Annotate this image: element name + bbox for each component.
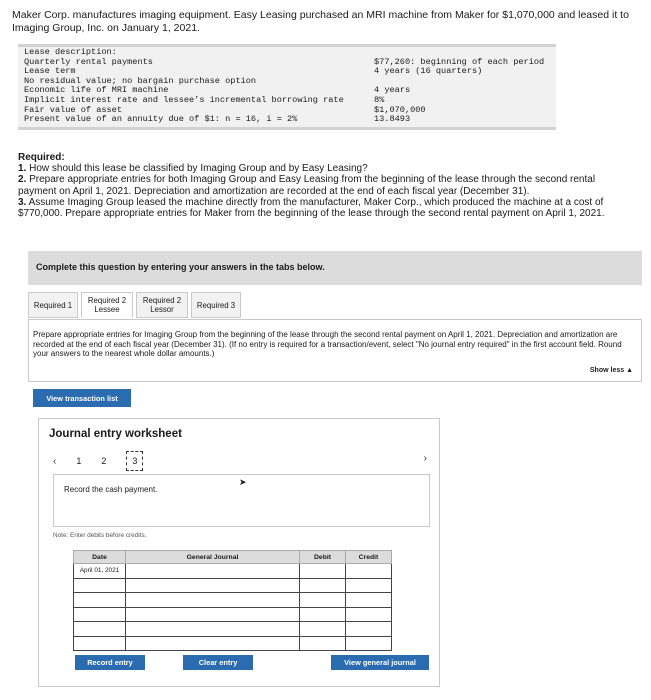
lease-value: $77,260: beginning of each period [374,56,545,67]
credit-cell[interactable] [346,607,392,622]
table-row [74,564,392,579]
general-journal-cell[interactable] [126,607,300,622]
col-date: Date [74,551,126,564]
lease-value: 13.8493 [374,114,411,125]
tab-line1: Required 1 [33,300,73,310]
transaction-description: Record the cash payment. [64,485,158,494]
lease-label: Fair value of asset [24,104,122,115]
lease-row [24,115,550,125]
table-row [74,578,392,593]
tab-required-4[interactable] [191,292,241,318]
debits-note: Note: Enter debits before credits. [53,532,147,539]
credit-cell[interactable] [346,622,392,637]
tab-required-3[interactable] [136,292,188,318]
worksheet-title: Journal entry worksheet [49,428,182,440]
required-text: Prepare appropriate entries for both Imaging Group and Easy Leasing from the beginning of the lease through the second rental payment on April 1, 2021. Depreciation and amortization are recorded at the end of each fiscal year (December 31). [18,174,596,197]
tab-line1: Required 2 [142,296,182,305]
table-row [74,622,392,637]
general-journal-cell[interactable] [126,636,300,651]
debit-cell[interactable] [300,564,346,579]
lease-value: 4 years [374,85,411,96]
lease-header: Lease description: [24,47,117,57]
required-heading: Required: [18,152,65,163]
debit-cell[interactable] [300,593,346,608]
tab-line1: Required 3 [196,300,236,310]
lease-label: Lease term [24,66,76,77]
clear-entry-button[interactable]: Clear entry [183,655,253,670]
table-row [74,593,392,608]
show-less-link[interactable]: Show less ▲ [589,367,633,374]
required-text: Assume Imaging Group leased the machine directly from the manufacturer, Maker Corp., which produced the machine at a cost of $770,000. Prepare appropriate entries for Maker from the beginning of the lease through the second rental payment on April 1, 2021. [18,196,605,220]
tab-line2: Lessee [94,305,120,314]
credit-cell[interactable] [346,593,392,608]
required-item [18,174,630,196]
general-journal-cell[interactable] [126,578,300,593]
col-credit: Credit [346,551,392,564]
tab-line1: Required 2 [87,296,127,305]
required-text: How should this lease be classified by Imaging Group and by Easy Leasing? [29,163,368,175]
general-journal-cell[interactable] [126,622,300,637]
credit-cell[interactable] [346,564,392,579]
journal-entry-worksheet [38,418,440,687]
required-num: 2. [18,174,27,186]
debit-cell[interactable] [300,622,346,637]
required-item [18,163,630,174]
tab-required-1[interactable] [28,292,78,318]
mouse-cursor-icon: ➤ [239,477,247,487]
table-row [74,607,392,622]
general-journal-cell[interactable] [126,593,300,608]
lease-label: No residual value; no bargain purchase option [24,75,257,86]
date-cell[interactable] [74,578,126,593]
tab-instructions: Prepare appropriate entries for Imaging Group from the beginning of the lease through the second rental payment on April 1, 2021. Depreciation and amortization are recorded at the end of each fiscal year (December 31). (If no entry is required for a transaction/event, select "No journal entry required" in the first account field. Round your answers to the nearest whole dollar amounts.) [33,330,622,359]
requirement-tabs [28,292,244,320]
debit-cell[interactable] [300,578,346,593]
page-1[interactable]: 1 [76,456,82,466]
required-section [18,152,630,219]
date-cell[interactable] [74,636,126,651]
chevron-right-icon[interactable]: › [423,453,427,464]
lease-value: 4 years (16 quarters) [374,66,483,77]
col-debit: Debit [300,551,346,564]
required-item [18,197,630,219]
date-cell[interactable]: April 01, 2021 [74,564,126,579]
table-row [74,636,392,651]
general-journal-cell[interactable] [126,564,300,579]
date-cell[interactable] [74,622,126,637]
date-cell[interactable] [74,593,126,608]
lease-label: Implicit interest rate and lessee’s incremental borrowing rate [24,94,344,105]
page-3[interactable]: 3 [126,451,143,471]
lease-label: Present value of an annuity due of $1: n = 16, i = 2% [24,114,298,125]
instruction-banner: Complete this question by entering your answers in the tabs below. [28,251,642,285]
view-transaction-list-button[interactable]: View transaction list [33,389,131,407]
tab-required-2[interactable] [81,292,133,318]
lease-value: $1,070,000 [374,104,426,115]
problem-intro: Maker Corp. manufactures imaging equipment. Easy Leasing purchased an MRI machine from Maker for $1,070,000 and leased it to Imaging Group, Inc. on January 1, 2021. [12,9,629,34]
lease-label: Quarterly rental payments [24,56,153,67]
worksheet-pagination [53,451,143,471]
lease-description-table [18,44,556,130]
view-general-journal-button[interactable]: View general journal [331,655,429,670]
lease-label: Economic life of MRI machine [24,85,169,96]
credit-cell[interactable] [346,578,392,593]
journal-table [73,550,392,651]
debit-cell[interactable] [300,636,346,651]
chevron-left-icon[interactable]: ‹ [53,455,57,467]
credit-cell[interactable] [346,636,392,651]
lease-value: 8% [374,94,385,105]
col-general-journal: General Journal [126,551,300,564]
record-entry-button[interactable]: Record entry [75,655,145,670]
page-2[interactable]: 2 [101,456,107,466]
debit-cell[interactable] [300,607,346,622]
tab-line2: Lessor [150,305,174,314]
required-num: 3. [18,196,27,208]
required-num: 1. [18,163,27,175]
date-cell[interactable] [74,607,126,622]
